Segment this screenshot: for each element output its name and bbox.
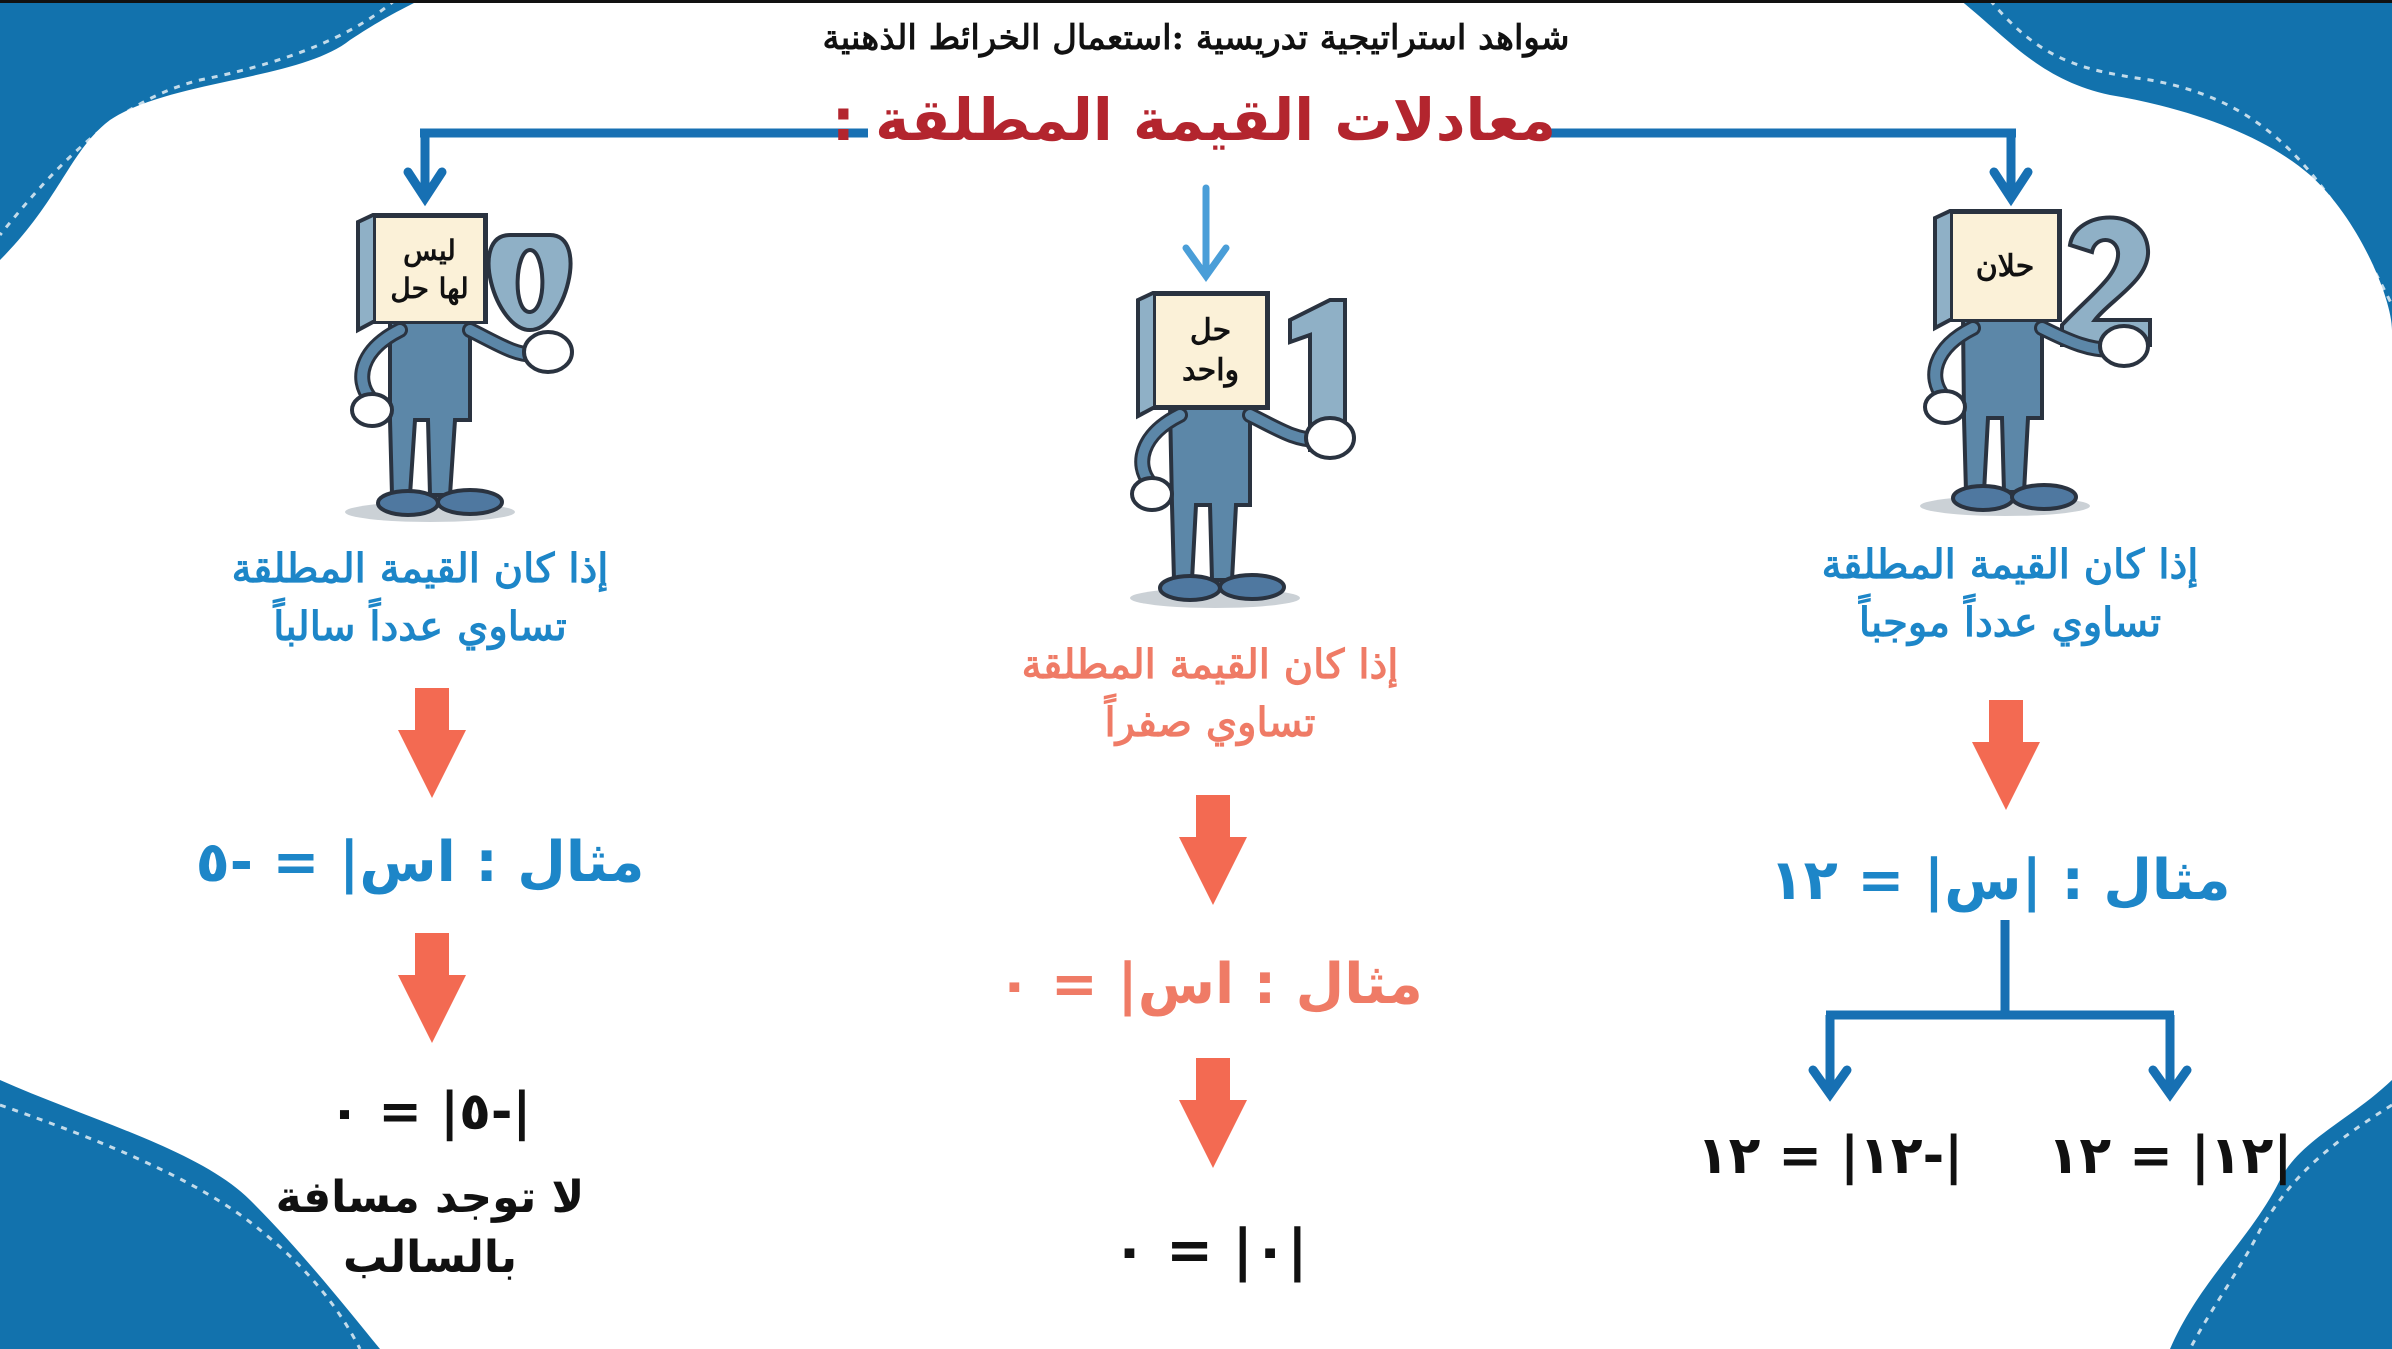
note-negative (250, 1168, 610, 1288)
condition-negative (160, 540, 680, 656)
result-negative: |-٥| = ٠ (328, 1082, 532, 1142)
example-zero: مثال : اس| = ٠ (997, 952, 1423, 1017)
sign-one-solution (1153, 293, 1268, 408)
sign-line-2: لها حل (390, 271, 469, 305)
note-line-1: لا توجد مسافة (275, 1172, 585, 1223)
condition-zero (940, 636, 1480, 752)
condition-line-2: تساوي عدداً موجباً (1858, 599, 2162, 646)
condition-line-1: إذا كان القيمة المطلقة (1821, 541, 2199, 588)
condition-line-2: تساوي عدداً سالباً (273, 603, 567, 650)
example-negative: مثال : اس| = -٥ (195, 830, 645, 895)
page-title: معادلات القيمة المطلقة : (831, 86, 1556, 154)
sign-line-1: ليس (403, 233, 456, 267)
result-positive-b: |-١٢| = ١٢ (1696, 1126, 1964, 1186)
sign-two-solutions (1950, 211, 2060, 322)
example-positive: مثال : |س| = ١٢ (1769, 848, 2231, 913)
result-zero: |٠| = ٠ (1112, 1218, 1308, 1283)
condition-line-1: إذا كان القيمة المطلقة (1021, 641, 1399, 688)
condition-positive (1750, 536, 2270, 652)
sign-no-solution (373, 215, 486, 324)
sign-line-1: حلان (1975, 249, 2035, 284)
condition-line-1: إذا كان القيمة المطلقة (231, 545, 609, 592)
sign-line-1: حل (1189, 312, 1232, 348)
sign-line-2: واحد (1181, 352, 1240, 388)
result-positive-a: |١٢| = ١٢ (2047, 1126, 2293, 1186)
condition-line-2: تساوي صفراً (1104, 699, 1316, 746)
page-subtitle: شواهد استراتيجية تدريسية :استعمال الخرائط الذهنية (822, 18, 1570, 58)
note-line-2: بالسالب (343, 1232, 517, 1283)
